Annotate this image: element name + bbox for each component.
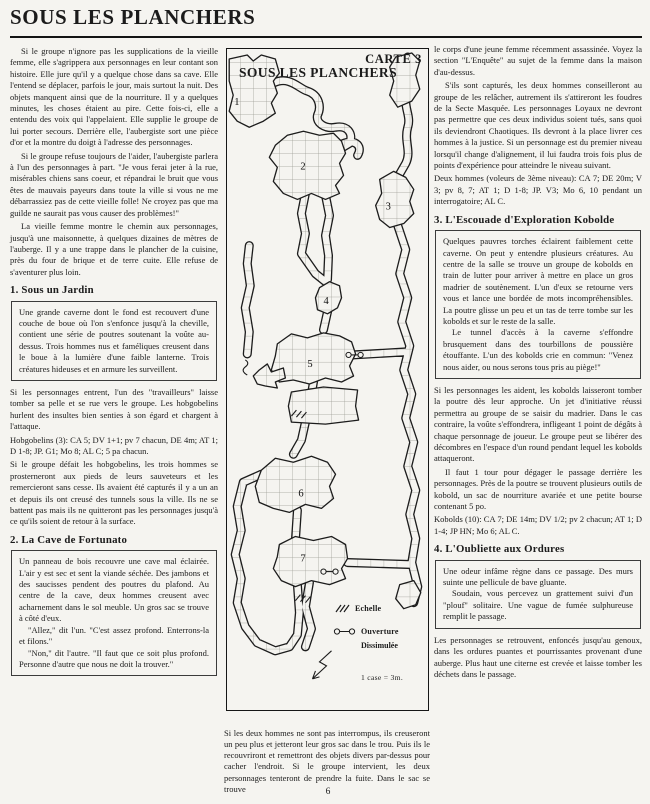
boxed-text: Une odeur infâme règne dans ce passage. Des murs suinte une pellicule de bave gluante. [443, 565, 633, 588]
map-room-shape-7 [273, 536, 347, 586]
map-frame [226, 48, 429, 711]
map-scale-note: 1 case = 3m. [361, 673, 404, 682]
hidden-opening-icon [321, 569, 326, 574]
paragraph: Si les deux hommes ne sont pas interrompus, ils creuseront un peu plus et jetteront leur gros sac dans le trou. Puis ils le recouvriront et remettront des objets divers par-dessus pour cacher l'endroit. Si le groupe intervient, les deux personnages tenteront de prendre la fuite. Dans le sac se trouve [224, 727, 430, 794]
read-aloud-box-2 [11, 550, 217, 676]
map-room-shape-6 [255, 456, 335, 512]
map-room-shape-3 [376, 171, 414, 227]
paragraph: Il faut 1 tour pour dégager le passage derrière les personnages. Près de la poutre se trouvent plusieurs outils de kobold, un sac de nourriture avariée et une petite bourse contenant 5 po. [434, 466, 642, 512]
hidden-opening-icon [346, 352, 351, 357]
section-heading-3: 3. L'Escouade d'Exploration Kobolde [434, 213, 615, 226]
left-column [10, 46, 218, 682]
map-title: SOUS LES PLANCHERS [239, 65, 397, 80]
boxed-text: Le tunnel d'accès à la caverne s'effondre brusquement dans des tourbillons de poussière étouffante. L'un des kobolds crie en commun: "Venez nous aider, ou nous serons tous pris au piège!" [443, 327, 633, 372]
paragraph: Si les personnages les aident, les kobolds laisseront tomber la poutre dès leur approche. Un jet d'initiative réussi permettra au groupe de se saisir du madrier. Dans le cas contraire, la voûte s'effondrera, infligeant 1 point de dégâts à chaque personnage de joueur. Le groupe peut se libérer des décombres en l'espace d'un round pendant lequel les kobolds attaqueront. [434, 384, 642, 464]
map-room-number: 4 [323, 295, 329, 307]
map-room-shape-2 [269, 131, 345, 199]
paragraph: le corps d'une jeune femme récemment assassinée. Voyez la section "L'Enquête" au sujet de la femme dans la maison d'au-dessus. [434, 44, 642, 77]
section-heading-1: 1. Sous un Jardin [10, 284, 94, 297]
legend-ouverture: Ouverture [333, 627, 399, 636]
legend-echelle: Echelle [335, 603, 381, 613]
paragraph: S'ils sont capturés, les deux hommes conseilleront au groupe de les relâcher, autrement ils s'attireront les foudres de la Secte Masquée. Les personnages Loyaux ne devront pas permettre que ces deux individus soient tués, sans quoi ils deviendront Chaotiques. Ils devront à la place livrer ces hommes à la justice. Si un personnage est du premier niveau lorsqu'il change d'alignement, il lui faudra trois fois plus de points d'expérience pour atteindre le niveau suivant. [434, 80, 642, 171]
right-column [434, 44, 642, 682]
read-aloud-box-3 [435, 230, 641, 379]
map-room-number: 6 [298, 488, 304, 500]
read-aloud-box-4 [435, 560, 641, 629]
map-room-number: 3 [385, 201, 391, 213]
boxed-quote: "Non," dit l'autre. "Il faut que ce soit plus profond. Personne d'autre que nous ne doit la trouver." [19, 647, 209, 669]
title-rule [10, 36, 642, 38]
legend-ouverture-line2: Dissimulée [361, 641, 398, 650]
page-number: 6 [325, 787, 331, 797]
stat-block-kobolds: Kobolds (10): CA 7; DE 14m; DV 1/2; pv 2 chacun; AT 1; D 1-4; JP HN; Mo 6; AL C. [434, 514, 642, 536]
map-room-number: 2 [300, 161, 306, 173]
paragraph: Si le groupe défait les hobgobelins, les trois hommes se prosterneront aux pieds de leurs sauveteurs et les remercieront sans cesse. Ils avaient été capturés il y a un an et depuis ils ont creusé des tunnels sous la ville. Ils ne se battent pas mais ils ne quitteront pas les personnages jusqu'à ce qu'ils soient de retour à la surface. [10, 459, 218, 527]
north-arrow-icon [312, 651, 331, 679]
boxed-text: Une grande caverne dont le fond est recouvert d'une couche de boue où l'on s'enfonce jusqu'à la cheville, contient une série de poutres soutenant la voûte au-dessus. Trois hommes nus et faméliques creusent dans le boue à la lumière d'une faible lanterne. Trois créatures hideuses et en armure les surveillent. [19, 306, 209, 374]
paragraph: La vieille femme montre le chemin aux personnages, jusqu'à une maisonnette, à quelques dizaines de mètres de l'auberge. Il y a une trappe dans le plancher de la cuisine, près du four de brique et de terre cuite. Elle refuse de s'aventurer plus loin. [10, 221, 218, 277]
paragraph: Si les personnages entrent, l'un des "travailleurs" laisse tomber sa pelle et se rue vers le groupe. Les hobgobelins hurlent des insultes bien senties à son égard et chargent à l'attaque. [10, 386, 218, 432]
map-room-number: 5 [307, 358, 313, 370]
squiggle-icon [243, 360, 248, 375]
hatch-icon [335, 603, 350, 613]
boxed-quote: "Allez," dit l'un. "C'est assez profond. Enterrons-la et filons." [19, 624, 209, 647]
section-heading-2: 2. La Cave de Fortunato [10, 533, 128, 546]
section-heading-4: 4. L'Oubliette aux Ordures [434, 543, 565, 556]
page-title: SOUS LES PLANCHERS [10, 5, 256, 29]
boxed-text: Soudain, vous percevez un grattement suivi d'un "plouf" solitaire. Une vague de fumée sulphureuse remplit le passage. [443, 588, 633, 622]
boxed-text: Quelques pauvres torches éclairent faiblement cette caverne. On peut y entendre plusieurs créatures. Au centre de la salle se trouve un groupe de kobolds en train de lutter pour arriver à mettre en place un gros madrier de soutènement. L'un d'eux se retourne vers vous et lance une bordée de mots incompréhensibles. La poutre glisse un peu et un tas de terre tombe sur les kobolds et sur le reste de la salle. [443, 236, 633, 326]
boxed-text: Un panneau de bois recouvre une cave mal éclairée. L'air y est sec et sent la viande séchée. Des jambons et des saucisses pendent des poutres du plafond. Au centre de la cave, deux hommes creusent avec acharnement dans le sol meuble. Un gros sac se trouve à côté d'eux. [19, 556, 209, 624]
read-aloud-box-1 [11, 301, 217, 381]
stat-block-hobgobelins: Hobgobelins (3): CA 5; DV 1+1; pv 7 chacun, DE 4m; AT 1; D 1-8; JP. G1; Mo 8; AL C; 5 pa chacun. [10, 434, 218, 456]
hidden-opening-icon [358, 352, 363, 357]
paragraph: Si le groupe n'ignore pas les supplications de la vieille femme, elle s'agrippera aux personnages en leur contant son histoire. Elle jure qu'il y a quelque chose dans sa cave. Elle l'entend se déplacer, parfois le jour, mais surtout la nuit. Des objets manquent ainsi que de la nourriture. Il y a quelques minutes, les choses étaient au pire. Cette fois-ci, elle a entendu des voix qui l'appelaient. Elle supplie le groupe de lui porter secours. Derrière elle, l'aubergiste sort une pièce d'or et la montre du doigt à l'adresse des personnages. [10, 46, 218, 148]
map-room-shape-5b [288, 387, 358, 424]
paragraph: Les personnages se retrouvent, enfoncés jusqu'au genoux, dans les ordures puantes et pourrissantes provenant d'une auberge. Plus haut une citerne est crevée et laisse tomber les déchets dans le passage. [434, 634, 642, 679]
map-room-number: 7 [300, 553, 306, 565]
hidden-opening-icon [333, 569, 338, 574]
stat-block-voleurs: Deux hommes (voleurs de 3ème niveau): CA 7; DE 20m; V 3; pv 8, 7; AT 1; D 1-8; JP. V3; Mo 6, 10 pendant un interrogatoire; AL C. [434, 173, 642, 207]
hidden-opening-legend-icon [333, 627, 356, 636]
map-carte-label: CARTE 3 [365, 52, 422, 66]
cave-map-svg [227, 49, 428, 710]
paragraph: Si le groupe refuse toujours de l'aider, l'aubergiste parlera à l'un des personnages à part. "Je vous ferai jeter à la rue, misérables chiens sans coeur, et répandrai le bruit que vous êtes de mauvais payeurs dans toute la ville si vous ne me débarrassiez pas de cette vieille folle! Ne croyez pas que ma guilde ne saurait pas vous causer des problèmes!" [10, 150, 218, 218]
map-room-number: 1 [234, 97, 240, 109]
